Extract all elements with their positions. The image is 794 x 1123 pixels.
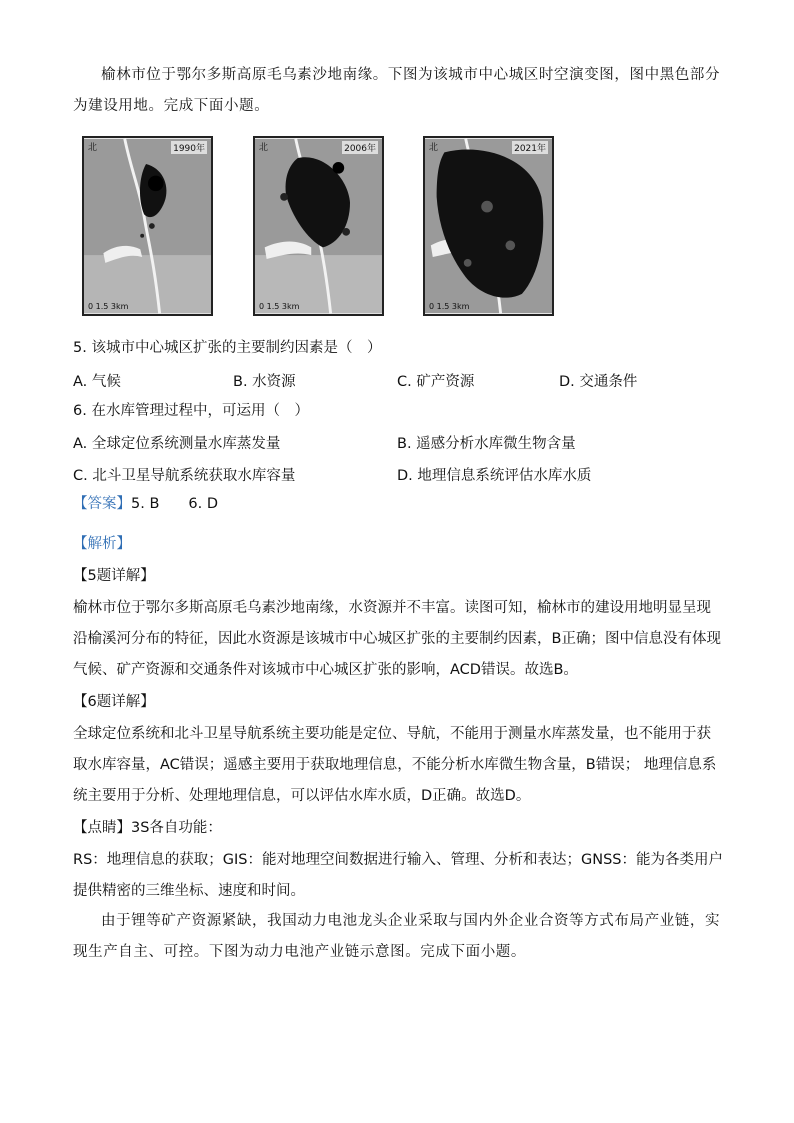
intro-paragraph-2: 由于锂等矿产资源紧缺，我国动力电池龙头企业采取与国内外企业合资等方式布局产业链，实现生产自主、可控。下图为动力电池产业链示意图。完成下面小题。 [73,913,721,960]
analysis-label: 【解析】 [73,536,131,552]
tip-text: 3S各自功能： [131,820,222,836]
q5-option-d: D. 交通条件 [559,374,638,390]
map-2021 [423,136,554,316]
year-label-1990: 1990年 [171,141,207,154]
map-2006-image [255,138,382,314]
answer-text: 5. B 6. D [131,496,218,512]
north-label-2006: 北 [259,143,269,153]
detail-6-label: 【6题详解】 [73,694,155,710]
scale-bar-2006: 0 1.5 3km [259,302,300,311]
answer-line [73,489,723,520]
q5-option-c: C. 矿产资源 [397,374,475,390]
tip-body: RS：地理信息的获取；GIS：能对地理空间数据进行输入、管理、分析和表达；GNSS：能为各类用户提供精密的三维坐标、速度和时间。 [73,852,723,899]
q6-option-d: D. 地理信息系统评估水库水质 [397,468,592,484]
urban-expansion-maps [82,136,552,320]
tip-label: 【点睛】 [73,820,131,836]
q6-option-c: C. 北斗卫星导航系统获取水库容量 [73,468,296,484]
intro-paragraph-1: 榆林市位于鄂尔多斯高原毛乌素沙地南缘。下图为该城市中心城区时空演变图，图中黑色部分为建设用地。完成下面小题。 [73,67,721,114]
detail-6-text: 全球定位系统和北斗卫星导航系统主要功能是定位、导航，不能用于测量水库蒸发量，也不能用于获取水库容量，AC错误；遥感主要用于获取地理信息，不能分析水库微生物含量，B错误； 地理信息系统主要用于分析、处理地理信息，可以评估水库水质，D正确。故选D。 [73,726,717,804]
detail-5-label: 【5题详解】 [73,568,155,584]
map-2021-image [425,138,552,314]
map-2006 [253,136,384,316]
q5-option-a: A. 气候 [73,374,121,390]
detail-5-text: 榆林市位于鄂尔多斯高原毛乌素沙地南缘，水资源并不丰富。读图可知，榆林市的建设用地明显呈现沿榆溪河分布的特征，因此水资源是该城市中心城区扩张的主要制约因素，B正确；图中信息没有体现气候、矿产资源和交通条件对该城市中心城区扩张的影响，ACD错误。故选B。 [73,600,721,678]
q6-option-a: A. 全球定位系统测量水库蒸发量 [73,436,281,452]
question-5-stem: 5. 该城市中心城区扩张的主要制约因素是（ ） [73,340,382,356]
north-label-1990: 北 [88,143,98,153]
answer-label: 【答案】 [73,496,131,512]
year-label-2021: 2021年 [512,141,548,154]
year-label-2006: 2006年 [342,141,378,154]
map-1990-image [84,138,211,314]
scale-bar-1990: 0 1.5 3km [88,302,129,311]
tip-line [73,813,723,844]
q6-option-b: B. 遥感分析水库微生物含量 [397,436,576,452]
question-6-stem: 6. 在水库管理过程中，可运用（ ） [73,403,309,419]
scale-bar-2021: 0 1.5 3km [429,302,470,311]
north-label-2021: 北 [429,143,439,153]
map-1990 [82,136,213,316]
q5-option-b: B. 水资源 [233,374,296,390]
